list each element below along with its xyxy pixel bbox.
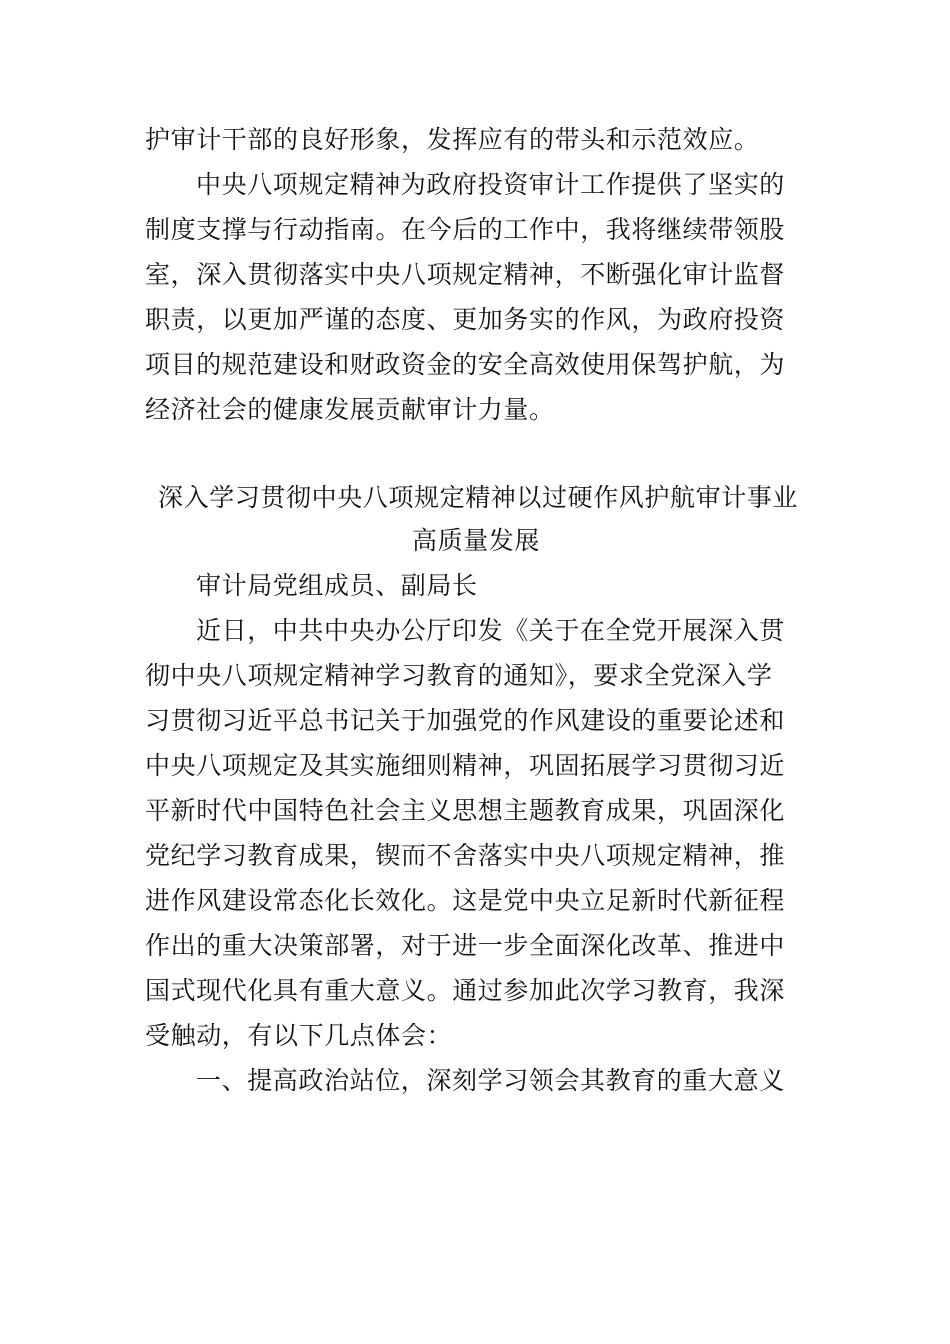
article-title-line-1: 深入学习贯彻中央八项规定精神以过硬作风护航审计事业 [158,483,799,512]
text-line: 习贯彻习近平总书记关于加强党的作风建设的重要论述和 [145,706,786,735]
section-heading: 一、提高政治站位，深刻学习领会其教育的重大意义 [196,1066,785,1095]
text-line: 护审计干部的良好形象，发挥应有的带头和示范效应。 [145,125,760,154]
text-line: 平新时代中国特色社会主义思想主题教育成果，巩固深化 [145,796,786,825]
text-line: 室，深入贯彻落实中央八项规定精神，不断强化审计监督 [145,260,786,289]
paragraph-first-line: 中央八项规定精神为政府投资审计工作提供了坚实的 [196,170,785,199]
text-line: 职责，以更加严谨的态度、更加务实的作风，为政府投资 [145,305,786,334]
text-line: 制度支撑与行动指南。在今后的工作中，我将继续带领股 [145,215,786,244]
article-title-line-2: 高质量发展 [412,526,541,555]
text-line: 彻中央八项规定精神学习教育的通知》，要求全党深入学 [145,661,773,690]
text-line: 中央八项规定及其实施细则精神，巩固拓展学习贯彻习近 [145,751,786,780]
text-line: 项目的规范建设和财政资金的安全高效使用保驾护航，为 [145,350,786,379]
author-line: 审计局党组成员、副局长 [196,571,478,600]
text-line: 受触动，有以下几点体会： [145,1021,453,1050]
text-line: 经济社会的健康发展贡献审计力量。 [145,395,555,424]
text-line: 作出的重大决策部署，对于进一步全面深化改革、推进中 [145,931,786,960]
text-line: 进作风建设常态化长效化。这是党中央立足新时代新征程 [145,886,786,915]
text-line: 党纪学习教育成果，锲而不舍落实中央八项规定精神，推 [145,841,786,870]
paragraph-first-line: 近日，中共中央办公厅印发《关于在全党开展深入贯 [196,616,785,645]
text-line: 国式现代化具有重大意义。通过参加此次学习教育，我深 [145,976,786,1005]
